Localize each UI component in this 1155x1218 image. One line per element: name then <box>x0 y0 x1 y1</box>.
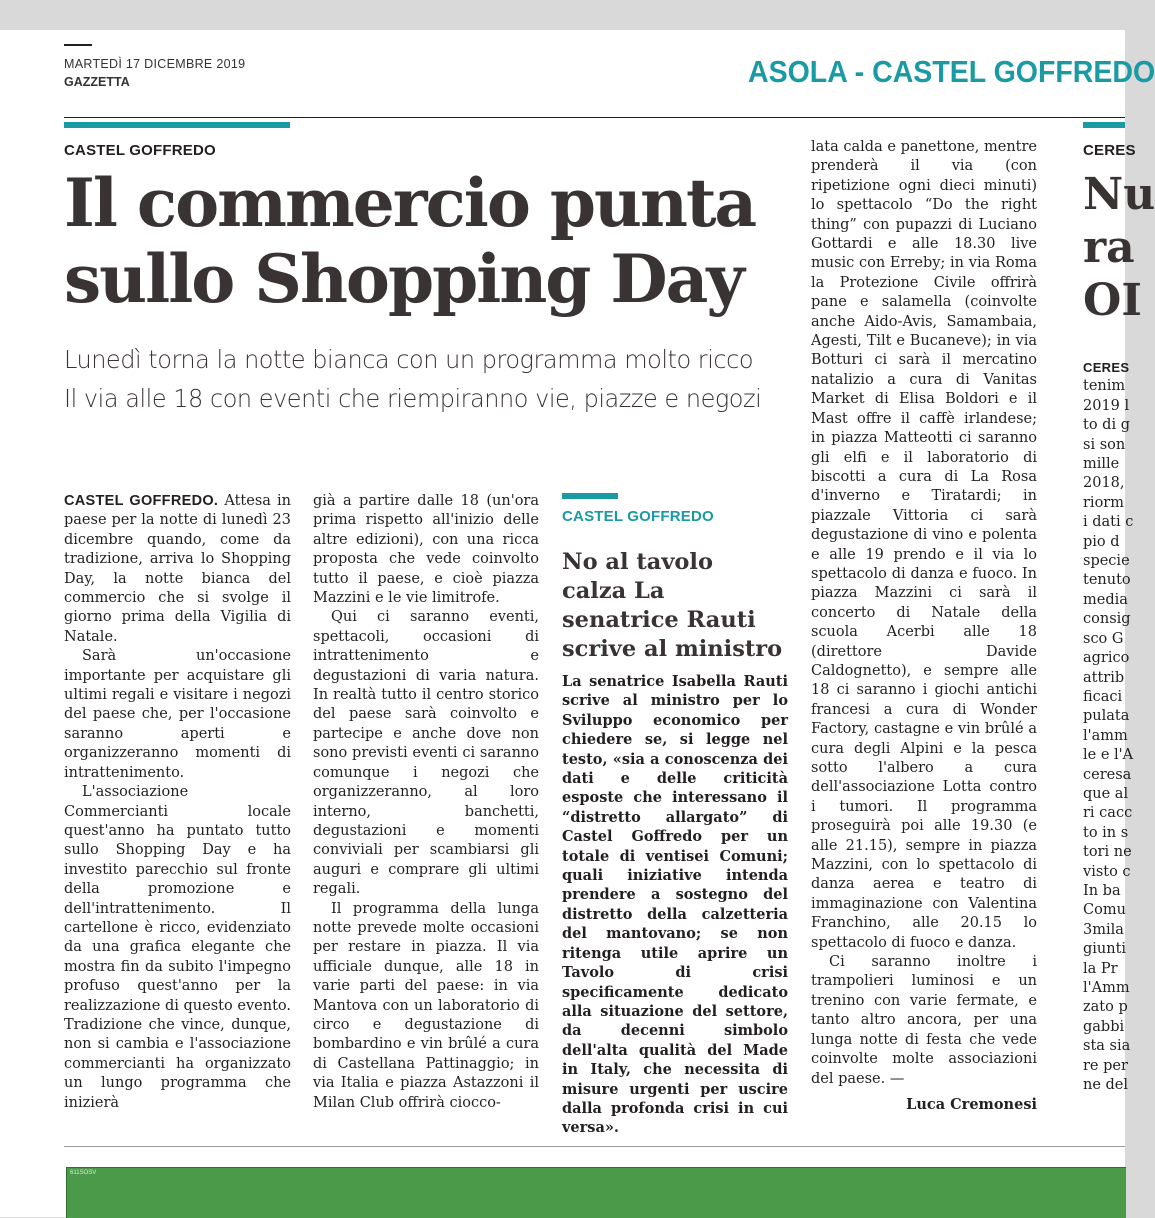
standfirst-line-1: Lunedì torna la notte bianca con un programma molto ricco <box>64 345 754 374</box>
paragraph: lata calda e panettone, mentre prenderà il via (con ripetizione ogni dieci minuti) lo spettacolo “Do the right thing” con pupazzi di Luciano Gottardi e alle 18.30 live music con Erreby; in via Roma la Protezione Civile offrirà pane e salamella (coinvolte anche Aido-Avis, Samambaia, Agesti, Tilt e Bucaneve); in via Botturi ci sarà il mercatino natalizio a cura di Vanitas Market di Elisa Boldori e il Mast offre il caffè irlandese; in piazza Matteotti ci saranno gli elfi e il laboratorio di biscotti a cura di La Rosa d'inverno e Tiratardi; in piazzale Vittoria ci sarà degustazione di vino e polenta e alle 19 prendo e il via lo spettacolo di danza e fuoco. In piazza Mazzini ci sarà il concerto di Natale della scuola Acerbi alle 18 (direttore Davide Caldognetto), e sempre alle 18 ci saranno i giochi antichi francesi a cura di Wonder Factory, castagne e vin brûlé a cura degli Alpini e la pesca sotto l'albero a cura dell'associazione Lotta contro i tumori. Il programma proseguirà poi alle 19.30 (e alle 21.15), sempre in piazza Mazzini, con lo spettacolo di danza aerea e teatro di immaginazione con Valentina Franchino, alle 20.15 lo spettacolo di fuoco e danza. <box>811 139 1037 951</box>
header-rule <box>64 117 1125 118</box>
newspaper-name: GAZZETTA <box>64 75 130 89</box>
next-article-line: la Pr <box>1083 960 1118 977</box>
dateline: CASTEL GOFFREDO. <box>64 493 219 509</box>
next-article-line: In ba <box>1083 882 1121 899</box>
next-article-line: que al <box>1083 785 1129 802</box>
next-article-line: tenim <box>1083 378 1126 395</box>
paragraph: Qui ci saranno eventi, spettacoli, occasioni di intrattenimento e degustazioni di varia natura. In realtà tutto il centro storico del paese sarà coinvolto e partecipe e anche dove non sono previsti eventi ci saranno comunque i negozi che organizzeranno, al loro interno, banchetti, degustazioni e momenti conviviali per scambiarsi gli auguri e comprare gli ultimi regali. <box>313 609 539 898</box>
next-article-line: ficaci <box>1083 688 1123 705</box>
next-article-line: Comu <box>1083 902 1126 919</box>
next-article-line: 2019 l <box>1083 397 1130 414</box>
paragraph: CASTEL GOFFREDO. Attesa in paese per la notte di lunedì 23 dicembre quando, come da tradizione, arriva lo Shopping Day, la notte bianca del commercio che si svolge il giorno prima della Vigilia di Natale. <box>64 493 291 645</box>
headline-line-1: Il commercio punta <box>64 164 756 242</box>
next-article-line: riorm <box>1083 494 1124 511</box>
newspaper-page <box>0 30 1155 1217</box>
next-dateline: CERES <box>1083 360 1130 375</box>
next-article-column <box>1083 358 1134 1095</box>
next-article-line: ne del <box>1083 1077 1129 1094</box>
next-article-line: ceresa <box>1083 766 1132 783</box>
next-article-line: mille <box>1083 456 1120 473</box>
next-article-line: attrib <box>1083 669 1125 686</box>
next-article-line: visto c <box>1083 863 1131 880</box>
next-article-line: consig <box>1083 611 1131 628</box>
main-kicker-bar <box>64 122 290 128</box>
next-article-line: pulata <box>1083 708 1130 725</box>
sidebar-headline: No al tavolo calza La senatrice Rauti scrive al ministro <box>562 549 783 662</box>
next-article-line: l'Amm <box>1083 980 1130 996</box>
sidebar-kicker-bar <box>562 493 618 499</box>
next-article-line: 3mila <box>1083 921 1124 938</box>
next-article-line: 2018, <box>1083 475 1125 492</box>
next-kicker: CERES <box>1083 142 1136 159</box>
headline-line-2: sullo Shopping Day <box>64 240 743 318</box>
article-column-2 <box>313 492 539 1113</box>
article-column-1 <box>64 492 291 1113</box>
next-article-line: si son <box>1083 436 1126 453</box>
next-article-line: l'amm <box>1083 727 1128 744</box>
next-kicker-bar <box>1083 122 1125 128</box>
paragraph: Ci saranno inoltre i trampolieri luminosi e un trenino con varie fermate, e tanto altro ancora, per una lunga notte di festa che vede coinvolte molte associazioni del paese. — <box>811 954 1037 1087</box>
main-headline <box>64 165 755 317</box>
standfirst-line-2: Il via alle 18 con eventi che riempiranno vie, piazze e negozi <box>64 384 762 413</box>
next-article-line: tenuto <box>1083 572 1131 589</box>
advertisement-banner[interactable] <box>66 1167 1126 1218</box>
next-article-line: i dati c <box>1083 514 1134 531</box>
next-article-line: sco G <box>1083 630 1124 647</box>
sidebar-kicker: CASTEL GOFFREDO <box>562 508 714 525</box>
next-article-line: specie <box>1083 553 1130 570</box>
next-article-line: le e l'A <box>1083 747 1134 764</box>
next-article-line: sta sia <box>1083 1038 1131 1055</box>
footer-rule <box>64 1146 1125 1147</box>
ad-code: 611SOSV <box>70 1170 97 1176</box>
paragraph: Il programma della lunga notte prevede molte occasioni per restare in piazza. Il via ufficiale dunque, alle 18 in varie parti del paese: in via Mantova con un laboratorio di circo e degustazione di bombardino e vin brûlé a cura di Castellana Pattinaggio; in via Italia e piazza Astazzoni il Milan Club offrirà ciocco- <box>313 900 539 1111</box>
paragraph: già a partire dalle 18 (un'ora prima rispetto all'inizio delle altre edizioni), con una ricca proposta che vede coinvolto tutto il paese, e cioè piazza Mazzini e le vie limitrofe. <box>313 493 539 607</box>
sidebar-text: La senatrice Isabella Rauti scrive al ministro per lo Sviluppo economico per chiedere se, si legge nel testo, «sia a conoscenza dei dati e delle criticità esposte che interessano il “distretto allargato” di Castel Goffredo per un totale di ventisei Comuni; quali iniziative intenda prendere a sostegno del distretto della calzetteria del mantovano; se non ritenga utile aprire un Tavolo di crisi specificamente dedicato alla situazione del settore, da decenni simbolo dell'alta qualità del Made in Italy, che necessita di misure urgenti per uscire dalla profonda crisi in cui versa». <box>562 673 788 1137</box>
next-article-line: giunti <box>1083 941 1127 958</box>
next-article-line: tori ne <box>1083 844 1132 861</box>
article-column-3 <box>811 138 1037 1114</box>
paragraph: L'associazione Commercianti locale quest'anno ha puntato tutto sullo Shopping Day e ha investito parecchio sul fronte della promozione e dell'intrattenimento. Il cartellone è ricco, evidenziato da una grafica elegante che mostra fin da subito l'impegno profuso quest'anno per la realizzazione di questo evento. Tradizione che vince, dunque, non si cambia e l'associazione commercianti ha organizzato un lungo programma che inizierà <box>64 784 291 1111</box>
standfirst <box>64 340 761 418</box>
header-dash <box>64 44 92 46</box>
author-signature: Luca Cremonesi <box>906 1095 1037 1113</box>
next-article-line: re per <box>1083 1057 1128 1074</box>
next-article-line: zato p <box>1083 999 1128 1016</box>
paragraph: Sarà un'occasione importante per acquistare gli ultimi regali e visitare i negozi del paese che, per l'occasione saranno aperti e organizzeranno momenti di intrattenimento. <box>64 648 291 781</box>
issue-date: MARTEDÌ 17 DICEMBRE 2019 <box>64 57 246 71</box>
next-article-line: ri cacc <box>1083 805 1133 822</box>
main-kicker: CASTEL GOFFREDO <box>64 142 216 159</box>
next-article-line: media <box>1083 591 1128 608</box>
next-article-line: pio d <box>1083 533 1120 550</box>
next-article-line: agrico <box>1083 650 1130 667</box>
next-article-line: to di g <box>1083 417 1130 434</box>
next-article-line: to in s <box>1083 824 1129 841</box>
next-article-line: gabbi <box>1083 1018 1125 1035</box>
section-title: ASOLA - CASTEL GOFFREDO <box>748 54 1155 89</box>
next-headline: Nu ra OI <box>1083 169 1155 326</box>
